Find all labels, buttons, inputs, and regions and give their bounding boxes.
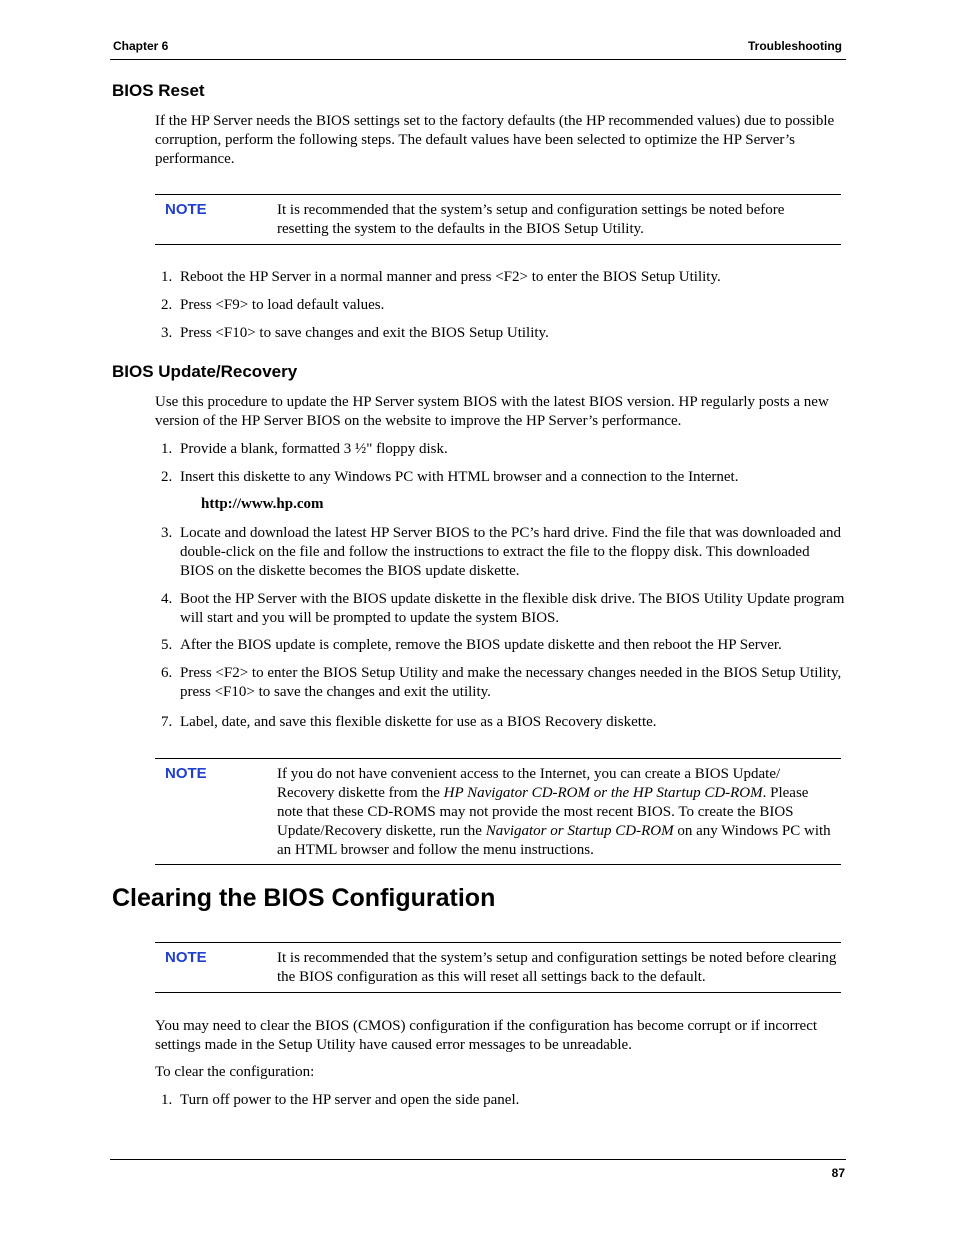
step-text: Locate and download the latest HP Server BIOS to the PC’s hard drive. Find the file that was downloaded and double-click on the file and follow the instructions to extract the file to the floppy disk. This downloaded BIOS on the diskette becomes the BIOS update diskette.	[180, 525, 841, 579]
list-item	[155, 440, 845, 459]
list-item	[155, 468, 845, 487]
bios-update-intro: Use this procedure to update the HP Server system BIOS with the latest BIOS version. HP regularly posts a new version of the HP Server BIOS on the website to improve the HP Server’s performance.	[155, 394, 829, 429]
list-item	[155, 268, 845, 287]
step-number: 1.	[161, 1092, 173, 1108]
list-item	[155, 713, 845, 732]
step-number: 6.	[161, 665, 173, 681]
bios-reset-note	[155, 194, 841, 245]
step-text: Press <F10> to save changes and exit the BIOS Setup Utility.	[180, 325, 549, 341]
step-text: Reboot the HP Server in a normal manner and press <F2> to enter the BIOS Setup Utility.	[180, 269, 721, 285]
step-number: 3.	[161, 525, 173, 541]
note-text: If you do not have convenient access to the Internet, you can create a BIOS Update/ Recovery diskette from the HP Navigator CD-ROM or the HP Startup CD-ROM. Please note that these CD-ROMS may not provide the most recent BIOS. To create the BIOS Update/Recovery diskette, run the Navigator or Startup CD-ROM on any Windows PC with an HTML browser and follow the menu instructions.	[277, 766, 831, 858]
header-section: Troubleshooting	[748, 39, 842, 53]
header-rule	[110, 59, 846, 60]
list-item	[155, 324, 845, 343]
clearing-para: You may need to clear the BIOS (CMOS) configuration if the configuration has become corrupt or if incorrect settings made in the Setup Utility have caused error messages to be unreadable.	[155, 1018, 818, 1053]
footer-rule	[110, 1159, 846, 1160]
list-item	[155, 636, 845, 655]
list-item	[155, 296, 845, 315]
step-text: Press <F2> to enter the BIOS Setup Utility and make the necessary changes needed in the BIOS Setup Utility, press <F10> to save the changes and exit the utility.	[180, 665, 842, 700]
step-text: Turn off power to the HP server and open the side panel.	[180, 1092, 520, 1108]
bios-reset-heading: BIOS Reset	[112, 81, 205, 100]
note-label: NOTE	[165, 765, 207, 782]
step-number: 7.	[161, 714, 173, 730]
list-item	[155, 524, 845, 581]
step-number: 2.	[161, 297, 173, 313]
bios-update-note	[155, 758, 841, 865]
step-number: 1.	[161, 441, 173, 457]
note-text: It is recommended that the system’s setup and configuration settings be noted before resetting the system to the defaults in the BIOS Setup Utility.	[277, 202, 785, 237]
note-label: NOTE	[165, 201, 207, 218]
step-text: Provide a blank, formatted 3 ½" floppy disk.	[180, 441, 448, 457]
step-text: Boot the HP Server with the BIOS update diskette in the flexible disk drive. The BIOS Utility Update program will start and you will be prompted to update the system BIOS.	[180, 591, 845, 626]
page-number: 87	[831, 1166, 845, 1180]
step-number: 1.	[161, 269, 173, 285]
list-item	[155, 664, 845, 702]
step-text: Label, date, and save this flexible diskette for use as a BIOS Recovery diskette.	[180, 714, 657, 730]
step-number: 4.	[161, 591, 173, 607]
header-chapter: Chapter 6	[113, 39, 169, 53]
bios-update-heading: BIOS Update/Recovery	[112, 362, 298, 381]
bios-reset-intro: If the HP Server needs the BIOS settings set to the factory defaults (the HP recommended values) due to possible corruption, perform the following steps. The default values have been selected to optimize the HP Server’s performance.	[155, 113, 835, 167]
list-item	[155, 590, 845, 628]
clearing-heading: Clearing the BIOS Configuration	[112, 884, 496, 912]
step-number: 3.	[161, 325, 173, 341]
list-item	[155, 1091, 845, 1110]
clearing-note	[155, 942, 841, 993]
step-number: 2.	[161, 469, 173, 485]
step-text: After the BIOS update is complete, remove the BIOS update diskette and then reboot the HP Server.	[180, 637, 782, 653]
hp-url-link[interactable]: http://www.hp.com	[201, 496, 324, 512]
clearing-intro: To clear the configuration:	[155, 1064, 315, 1080]
step-number: 5.	[161, 637, 173, 653]
note-label: NOTE	[165, 949, 207, 966]
step-text: Insert this diskette to any Windows PC with HTML browser and a connection to the Internet.	[180, 469, 739, 485]
note-text: It is recommended that the system’s setup and configuration settings be noted before clearing the BIOS configuration as this will reset all settings back to the default.	[277, 950, 837, 985]
step-text: Press <F9> to load default values.	[180, 297, 385, 313]
